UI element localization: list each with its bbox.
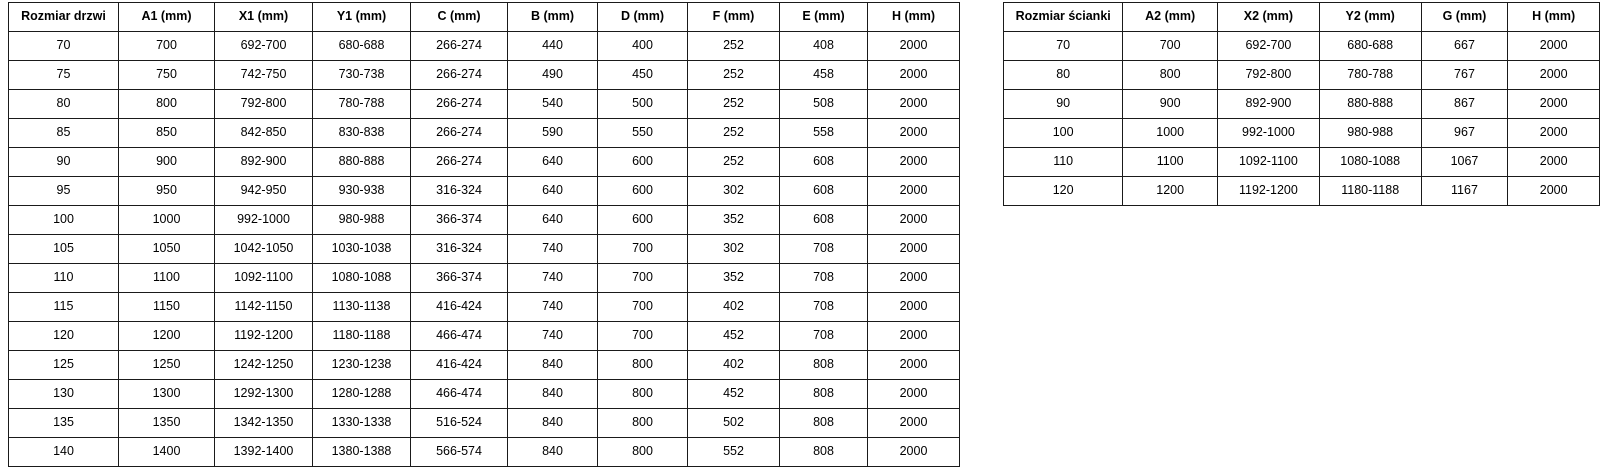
doors-header-row	[9, 3, 960, 32]
table-cell: 700	[598, 235, 688, 264]
table-cell: 640	[508, 177, 598, 206]
table-cell: 316-324	[411, 235, 508, 264]
table-cell: 1250	[119, 351, 215, 380]
table-cell: 452	[688, 322, 780, 351]
table-cell: 808	[780, 409, 868, 438]
table-row	[1004, 32, 1600, 61]
table-row	[9, 206, 960, 235]
table-row	[9, 177, 960, 206]
table-cell: 792-800	[1218, 61, 1320, 90]
walls-col-header: A2 (mm)	[1123, 3, 1218, 32]
table-cell: 840	[508, 380, 598, 409]
table-cell: 842-850	[215, 119, 313, 148]
table-cell: 708	[780, 322, 868, 351]
table-cell: 608	[780, 177, 868, 206]
table-cell: 600	[598, 148, 688, 177]
table-cell: 1300	[119, 380, 215, 409]
table-cell: 550	[598, 119, 688, 148]
walls-table-container	[1003, 2, 1600, 206]
table-cell: 740	[508, 235, 598, 264]
table-cell: 608	[780, 148, 868, 177]
table-cell: 808	[780, 380, 868, 409]
doors-col-header: C (mm)	[411, 3, 508, 32]
table-cell: 800	[598, 380, 688, 409]
table-row	[1004, 90, 1600, 119]
table-cell: 566-574	[411, 438, 508, 467]
walls-table-head	[1004, 3, 1600, 32]
table-cell: 1380-1388	[313, 438, 411, 467]
table-cell: 2000	[868, 90, 960, 119]
table-cell: 1092-1100	[215, 264, 313, 293]
doors-col-header: F (mm)	[688, 3, 780, 32]
table-cell: 2000	[868, 148, 960, 177]
walls-col-header: H (mm)	[1508, 3, 1600, 32]
table-cell: 808	[780, 438, 868, 467]
table-cell: 1192-1200	[1218, 177, 1320, 206]
table-cell: 1330-1338	[313, 409, 411, 438]
table-cell: 110	[9, 264, 119, 293]
table-cell: 600	[598, 206, 688, 235]
walls-col-header: G (mm)	[1421, 3, 1508, 32]
table-cell: 266-274	[411, 148, 508, 177]
walls-col-header: Y2 (mm)	[1319, 3, 1421, 32]
walls-header-row	[1004, 3, 1600, 32]
table-cell: 400	[598, 32, 688, 61]
table-cell: 352	[688, 206, 780, 235]
table-cell: 125	[9, 351, 119, 380]
doors-col-header: H (mm)	[868, 3, 960, 32]
table-cell: 700	[598, 293, 688, 322]
table-cell: 1067	[1421, 148, 1508, 177]
table-cell: 880-888	[313, 148, 411, 177]
table-cell: 2000	[868, 177, 960, 206]
table-cell: 2000	[1508, 90, 1600, 119]
table-cell: 302	[688, 177, 780, 206]
table-cell: 967	[1421, 119, 1508, 148]
table-cell: 440	[508, 32, 598, 61]
table-cell: 302	[688, 235, 780, 264]
table-cell: 708	[780, 293, 868, 322]
table-cell: 900	[1123, 90, 1218, 119]
doors-col-header: D (mm)	[598, 3, 688, 32]
table-cell: 640	[508, 206, 598, 235]
table-cell: 366-374	[411, 264, 508, 293]
table-cell: 2000	[868, 438, 960, 467]
walls-spec-table	[1003, 2, 1600, 206]
doors-col-header: A1 (mm)	[119, 3, 215, 32]
table-cell: 2000	[868, 61, 960, 90]
table-cell: 608	[780, 206, 868, 235]
table-cell: 552	[688, 438, 780, 467]
table-cell: 1167	[1421, 177, 1508, 206]
table-cell: 1000	[1123, 119, 1218, 148]
table-cell: 992-1000	[1218, 119, 1320, 148]
table-cell: 692-700	[215, 32, 313, 61]
table-cell: 90	[9, 148, 119, 177]
table-cell: 942-950	[215, 177, 313, 206]
table-cell: 70	[9, 32, 119, 61]
table-cell: 800	[598, 409, 688, 438]
table-cell: 780-788	[313, 90, 411, 119]
table-cell: 680-688	[1319, 32, 1421, 61]
table-cell: 1200	[119, 322, 215, 351]
table-cell: 800	[598, 351, 688, 380]
table-cell: 1042-1050	[215, 235, 313, 264]
table-cell: 590	[508, 119, 598, 148]
table-cell: 140	[9, 438, 119, 467]
table-cell: 1350	[119, 409, 215, 438]
table-cell: 70	[1004, 32, 1123, 61]
table-cell: 1230-1238	[313, 351, 411, 380]
table-cell: 2000	[868, 264, 960, 293]
table-row	[9, 438, 960, 467]
table-cell: 850	[119, 119, 215, 148]
table-cell: 800	[598, 438, 688, 467]
table-cell: 500	[598, 90, 688, 119]
table-cell: 750	[119, 61, 215, 90]
table-cell: 1400	[119, 438, 215, 467]
doors-col-header: Rozmiar drzwi	[9, 3, 119, 32]
table-cell: 1180-1188	[313, 322, 411, 351]
table-row	[1004, 148, 1600, 177]
table-cell: 780-788	[1319, 61, 1421, 90]
doors-table-container	[8, 2, 960, 467]
walls-col-header: X2 (mm)	[1218, 3, 1320, 32]
table-cell: 100	[9, 206, 119, 235]
table-row	[9, 32, 960, 61]
table-cell: 90	[1004, 90, 1123, 119]
table-cell: 700	[598, 264, 688, 293]
table-cell: 840	[508, 409, 598, 438]
table-cell: 708	[780, 235, 868, 264]
table-cell: 80	[1004, 61, 1123, 90]
table-row	[9, 322, 960, 351]
table-cell: 558	[780, 119, 868, 148]
table-cell: 100	[1004, 119, 1123, 148]
table-row	[9, 61, 960, 90]
table-cell: 808	[780, 351, 868, 380]
table-row	[1004, 119, 1600, 148]
table-cell: 540	[508, 90, 598, 119]
table-cell: 700	[119, 32, 215, 61]
table-cell: 266-274	[411, 119, 508, 148]
table-cell: 730-738	[313, 61, 411, 90]
table-cell: 2000	[868, 235, 960, 264]
table-cell: 115	[9, 293, 119, 322]
table-cell: 1000	[119, 206, 215, 235]
table-cell: 252	[688, 119, 780, 148]
table-cell: 252	[688, 61, 780, 90]
table-row	[1004, 177, 1600, 206]
table-cell: 767	[1421, 61, 1508, 90]
table-cell: 700	[598, 322, 688, 351]
table-cell: 85	[9, 119, 119, 148]
table-cell: 316-324	[411, 177, 508, 206]
table-cell: 740	[508, 322, 598, 351]
table-cell: 1200	[1123, 177, 1218, 206]
table-cell: 930-938	[313, 177, 411, 206]
doors-spec-table	[8, 2, 960, 467]
table-cell: 792-800	[215, 90, 313, 119]
table-cell: 600	[598, 177, 688, 206]
table-cell: 2000	[868, 206, 960, 235]
table-cell: 2000	[868, 119, 960, 148]
table-cell: 2000	[868, 293, 960, 322]
table-cell: 95	[9, 177, 119, 206]
table-cell: 740	[508, 293, 598, 322]
table-cell: 892-900	[1218, 90, 1320, 119]
table-cell: 1280-1288	[313, 380, 411, 409]
table-cell: 830-838	[313, 119, 411, 148]
table-cell: 1050	[119, 235, 215, 264]
table-cell: 1030-1038	[313, 235, 411, 264]
doors-col-header: B (mm)	[508, 3, 598, 32]
table-cell: 502	[688, 409, 780, 438]
table-cell: 2000	[868, 380, 960, 409]
table-cell: 452	[688, 380, 780, 409]
table-cell: 992-1000	[215, 206, 313, 235]
table-cell: 416-424	[411, 351, 508, 380]
table-cell: 508	[780, 90, 868, 119]
table-cell: 466-474	[411, 322, 508, 351]
table-cell: 950	[119, 177, 215, 206]
table-cell: 2000	[1508, 148, 1600, 177]
table-cell: 252	[688, 90, 780, 119]
table-cell: 700	[1123, 32, 1218, 61]
table-cell: 466-474	[411, 380, 508, 409]
table-cell: 840	[508, 351, 598, 380]
table-cell: 2000	[868, 409, 960, 438]
table-cell: 880-888	[1319, 90, 1421, 119]
table-cell: 1100	[119, 264, 215, 293]
table-cell: 416-424	[411, 293, 508, 322]
table-cell: 2000	[868, 32, 960, 61]
table-cell: 980-988	[313, 206, 411, 235]
table-cell: 800	[1123, 61, 1218, 90]
table-cell: 252	[688, 32, 780, 61]
doors-col-header: E (mm)	[780, 3, 868, 32]
table-row	[1004, 61, 1600, 90]
table-cell: 2000	[1508, 32, 1600, 61]
table-cell: 1100	[1123, 148, 1218, 177]
table-cell: 266-274	[411, 90, 508, 119]
table-cell: 120	[9, 322, 119, 351]
table-row	[9, 293, 960, 322]
table-row	[9, 380, 960, 409]
table-row	[9, 235, 960, 264]
table-cell: 402	[688, 293, 780, 322]
table-row	[9, 119, 960, 148]
table-cell: 1080-1088	[1319, 148, 1421, 177]
table-cell: 867	[1421, 90, 1508, 119]
table-cell: 2000	[1508, 119, 1600, 148]
table-cell: 402	[688, 351, 780, 380]
table-cell: 80	[9, 90, 119, 119]
table-cell: 2000	[1508, 177, 1600, 206]
table-cell: 1192-1200	[215, 322, 313, 351]
doors-col-header: Y1 (mm)	[313, 3, 411, 32]
table-row	[9, 90, 960, 119]
table-cell: 2000	[868, 351, 960, 380]
table-row	[9, 351, 960, 380]
table-cell: 352	[688, 264, 780, 293]
table-cell: 640	[508, 148, 598, 177]
table-cell: 2000	[1508, 61, 1600, 90]
table-cell: 980-988	[1319, 119, 1421, 148]
table-cell: 1292-1300	[215, 380, 313, 409]
doors-table-body	[9, 32, 960, 467]
table-cell: 1080-1088	[313, 264, 411, 293]
table-cell: 130	[9, 380, 119, 409]
table-cell: 800	[119, 90, 215, 119]
table-cell: 266-274	[411, 32, 508, 61]
table-cell: 450	[598, 61, 688, 90]
table-cell: 366-374	[411, 206, 508, 235]
table-cell: 680-688	[313, 32, 411, 61]
table-cell: 490	[508, 61, 598, 90]
table-cell: 1342-1350	[215, 409, 313, 438]
table-cell: 1130-1138	[313, 293, 411, 322]
table-cell: 110	[1004, 148, 1123, 177]
table-cell: 1150	[119, 293, 215, 322]
table-cell: 692-700	[1218, 32, 1320, 61]
table-cell: 75	[9, 61, 119, 90]
table-row	[9, 264, 960, 293]
table-cell: 408	[780, 32, 868, 61]
table-cell: 266-274	[411, 61, 508, 90]
table-cell: 516-524	[411, 409, 508, 438]
table-cell: 252	[688, 148, 780, 177]
table-cell: 742-750	[215, 61, 313, 90]
table-row	[9, 409, 960, 438]
table-cell: 1242-1250	[215, 351, 313, 380]
table-cell: 1092-1100	[1218, 148, 1320, 177]
table-cell: 120	[1004, 177, 1123, 206]
table-cell: 1392-1400	[215, 438, 313, 467]
table-cell: 900	[119, 148, 215, 177]
walls-col-header: Rozmiar ścianki	[1004, 3, 1123, 32]
table-cell: 708	[780, 264, 868, 293]
doors-col-header: X1 (mm)	[215, 3, 313, 32]
table-cell: 740	[508, 264, 598, 293]
table-cell: 458	[780, 61, 868, 90]
walls-table-body	[1004, 32, 1600, 206]
table-cell: 892-900	[215, 148, 313, 177]
table-row	[9, 148, 960, 177]
table-cell: 840	[508, 438, 598, 467]
table-cell: 1180-1188	[1319, 177, 1421, 206]
table-cell: 2000	[868, 322, 960, 351]
table-cell: 667	[1421, 32, 1508, 61]
table-cell: 1142-1150	[215, 293, 313, 322]
doors-table-head	[9, 3, 960, 32]
table-cell: 135	[9, 409, 119, 438]
table-cell: 105	[9, 235, 119, 264]
